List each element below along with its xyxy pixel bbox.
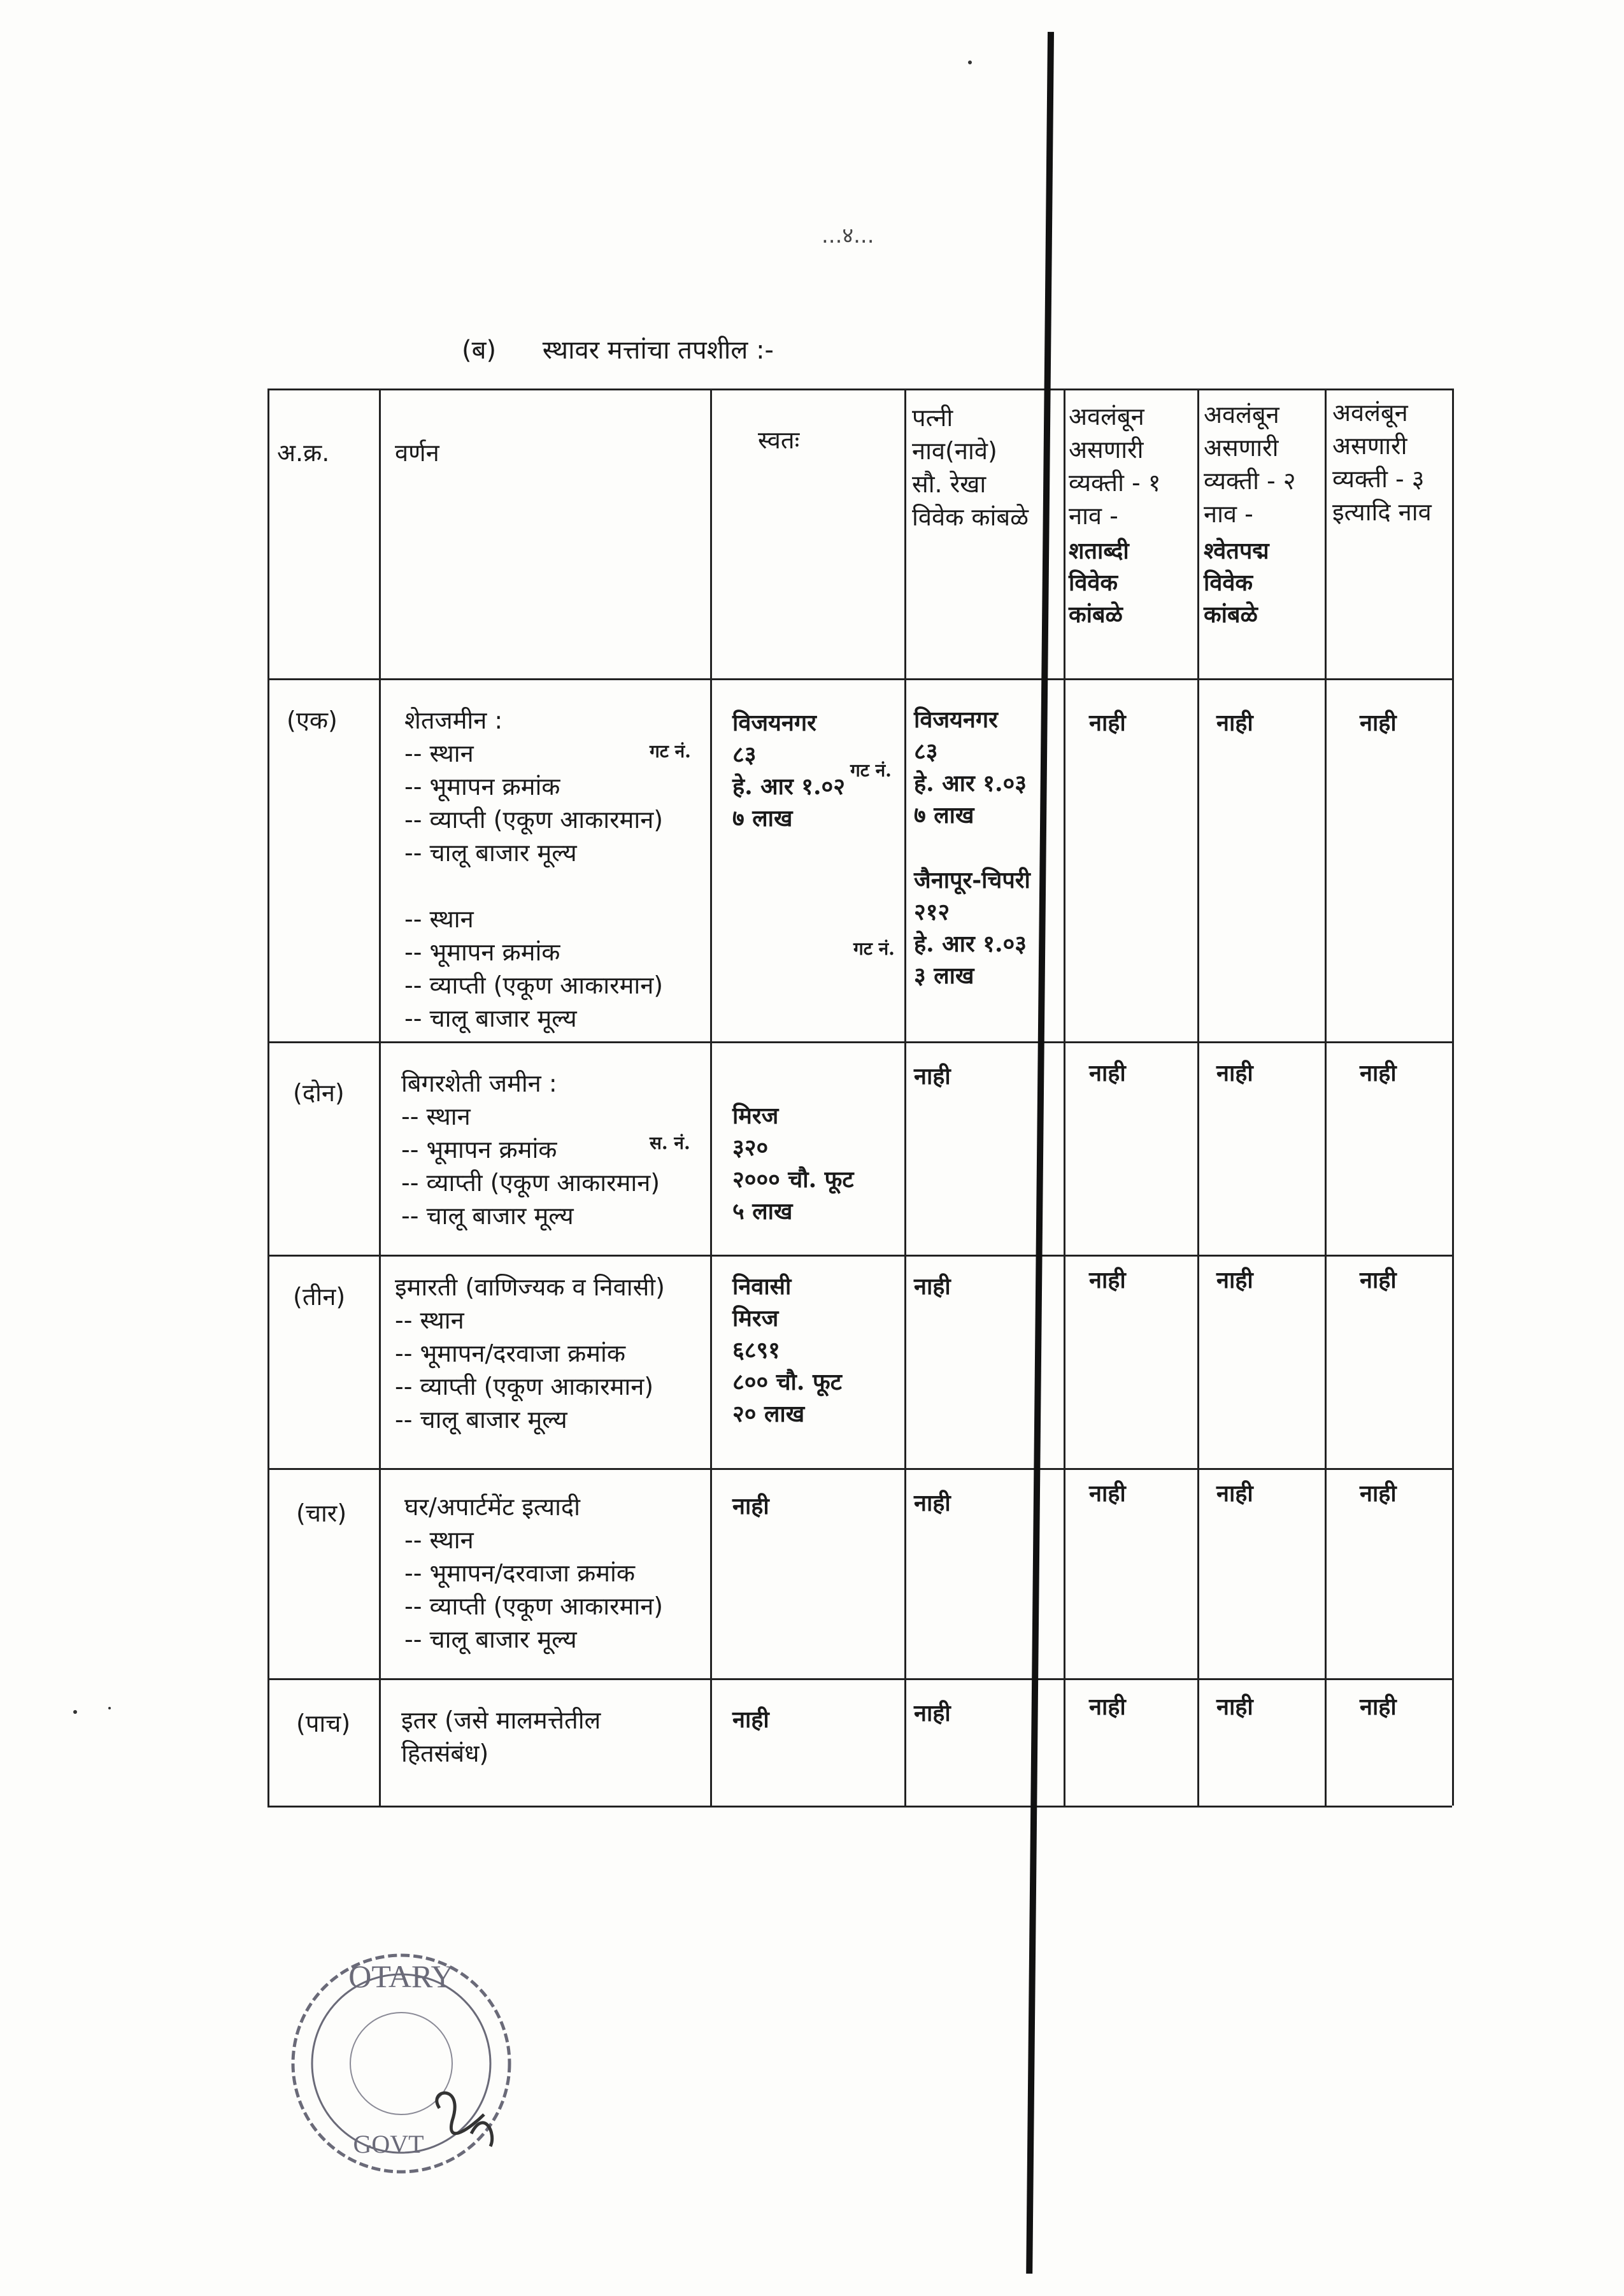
- header-dependent-1-line: व्यक्ती - १: [1069, 469, 1161, 497]
- row-3-self-line: निवासी: [732, 1273, 792, 1300]
- row-2-description-line: -- चालू बाजार मूल्य: [401, 1202, 574, 1230]
- row-3-dependent-1: [1089, 1264, 1191, 1471]
- speck-2: [73, 1710, 77, 1714]
- header-dependent-2-name-line: कांबळे: [1204, 601, 1258, 628]
- row-3-description-line: -- स्थान: [395, 1306, 464, 1334]
- row-2-description-line: -- स्थान: [401, 1102, 471, 1130]
- row-2-description-line: -- व्याप्ती (एकूण आकारमान): [401, 1169, 660, 1197]
- row-3-self: [732, 1271, 904, 1478]
- annotation-gat-no-3: गट नं.: [853, 938, 895, 959]
- row-1-spouse-line: हे. आर १.०३: [914, 931, 1027, 957]
- header-dependent-2-name-line: विवेक: [1204, 569, 1253, 596]
- row-5-self-line: नाही: [732, 1706, 769, 1733]
- row-1-spouse-line: २१२: [914, 899, 950, 925]
- row-3-self-line: ६८९१: [732, 1337, 780, 1364]
- header-dependent-1-name-line: कांबळे: [1069, 601, 1123, 628]
- row-1-description-line: -- भूमापन क्रमांक: [404, 938, 560, 966]
- row-2-dependent-1: [1089, 1057, 1191, 1264]
- row-1-description-line: [404, 869, 723, 902]
- row-3-self-line: २० लाख: [732, 1401, 805, 1427]
- row-2-self-line: [732, 1067, 904, 1100]
- header-description: वर्णन: [395, 439, 439, 467]
- row-3-spouse-line: नाही: [914, 1273, 951, 1300]
- row-1-spouse-line: जैनापूर-चिपरी: [914, 867, 1030, 894]
- annotation-gat-no-2: गट नं.: [850, 760, 892, 781]
- page-number: ...४...: [822, 223, 874, 248]
- row-1-description-line: -- व्याप्ती (एकूण आकारमान): [404, 806, 664, 834]
- row-1-description-line: -- भूमापन क्रमांक: [404, 773, 560, 801]
- row-2-description: [401, 1067, 720, 1274]
- header-dependent-3-line: असणारी: [1332, 432, 1407, 460]
- row-4-spouse: [914, 1487, 1067, 1691]
- row-3-description-line: इमारती (वाणिज्यक व निवासी): [395, 1273, 665, 1301]
- row-1-spouse-line: ७ लाख: [914, 802, 974, 829]
- row-1-description-line: -- स्थान: [404, 905, 474, 933]
- annotation-gat-no-1: गट नं.: [650, 741, 691, 762]
- table-column-rule: [267, 389, 269, 1806]
- row-5-spouse-line: नाही: [914, 1700, 951, 1727]
- row-5-description-line: इतर (जसे मालमत्तेतील: [401, 1706, 601, 1734]
- annotation-sr-no: स. नं.: [650, 1132, 690, 1153]
- row-3-description-line: -- चालू बाजार मूल्य: [395, 1406, 567, 1434]
- stamp-text-bottom: GOVT: [353, 2130, 424, 2158]
- row-2-dependent-2: [1216, 1057, 1318, 1264]
- row-1-spouse-line: विजयनगर: [914, 706, 998, 733]
- header-dependent-2-line: अवलंबून: [1204, 401, 1279, 429]
- row-2-dependent-3: [1360, 1057, 1449, 1264]
- table-column-rule: [379, 389, 381, 1806]
- row-3-dependent-2: [1216, 1264, 1318, 1471]
- table-column-rule: [1197, 389, 1199, 1806]
- row-4-description-line: -- चालू बाजार मूल्य: [404, 1625, 577, 1653]
- row-2-self-line: ३२०: [732, 1134, 769, 1161]
- row-4-self: [732, 1490, 904, 1694]
- assets-table: [267, 389, 1452, 1806]
- notary-stamp: [280, 1943, 522, 2185]
- row-1-self-line: ८३: [732, 741, 757, 768]
- row-2-dependent-1-line: नाही: [1089, 1060, 1126, 1087]
- header-spouse: [912, 401, 1058, 669]
- row-1-serial: (एक): [287, 706, 338, 734]
- row-1-spouse-line: ८३: [914, 738, 938, 765]
- row-1-spouse-line: हे. आर १.०३: [914, 770, 1027, 797]
- row-3-self-line: ८०० चौ. फूट: [732, 1369, 842, 1395]
- row-1-self-line: हे. आर १.०२: [732, 773, 845, 800]
- header-dependent-1-line: अवलंबून: [1069, 403, 1144, 431]
- row-3-dependent-3-line: नाही: [1360, 1267, 1397, 1294]
- header-sr: अ.क्र.: [277, 439, 330, 467]
- row-1-dependent-2: [1216, 707, 1318, 1064]
- header-spouse-line: सौ. रेखा: [912, 470, 987, 498]
- header-dependent-3-line: व्यक्ती - ३: [1332, 465, 1425, 493]
- table-row-rule: [267, 678, 1452, 680]
- table-column-rule: [904, 389, 906, 1806]
- row-2-description-line: -- भूमापन क्रमांक: [401, 1136, 557, 1164]
- header-spouse-line: पत्नी: [912, 404, 953, 432]
- row-4-dependent-1: [1089, 1478, 1191, 1681]
- header-dependent-2-line: नाव -: [1204, 500, 1253, 528]
- row-2-self-line: २००० चौ. फूट: [732, 1166, 854, 1193]
- header-dependent-2-name-line: श्वेतपद्म: [1204, 538, 1269, 564]
- header-dependent-2-name: [1204, 535, 1325, 662]
- row-3-dependent-1-line: नाही: [1089, 1267, 1126, 1294]
- header-dependent-3-line: अवलंबून: [1332, 399, 1408, 427]
- row-2-serial: (दोन): [293, 1079, 345, 1107]
- row-4-spouse-line: नाही: [914, 1490, 951, 1516]
- row-3-self-line: मिरज: [732, 1305, 779, 1332]
- header-self: स्वतः: [758, 426, 800, 454]
- speck-3: [108, 1707, 111, 1709]
- row-2-self-line: मिरज: [732, 1102, 779, 1129]
- header-dependent-1-name: [1069, 535, 1196, 662]
- row-5-dependent-2-line: नाही: [1216, 1693, 1253, 1720]
- row-5-dependent-1-line: नाही: [1089, 1693, 1126, 1720]
- row-1-self-line: विजयनगर: [732, 709, 816, 736]
- header-dependent-2: [1204, 398, 1325, 532]
- row-1-description-line: -- चालू बाजार मूल्य: [404, 839, 577, 867]
- header-dependent-1: [1069, 400, 1196, 534]
- row-1-description-line: -- व्याप्ती (एकूण आकारमान): [404, 971, 664, 999]
- row-1-description-line: -- स्थान: [404, 739, 474, 767]
- row-4-description-line: -- भूमापन/दरवाजा क्रमांक: [404, 1559, 636, 1587]
- row-2-dependent-2-line: नाही: [1216, 1060, 1253, 1087]
- section-marker: (ब): [462, 336, 497, 365]
- row-3-spouse: [914, 1271, 1067, 1478]
- row-4-dependent-2-line: नाही: [1216, 1480, 1253, 1507]
- row-5-dependent-1: [1089, 1691, 1191, 1812]
- row-1-self-line: ७ लाख: [732, 805, 793, 832]
- row-4-dependent-2: [1216, 1478, 1318, 1681]
- row-4-description: [404, 1490, 723, 1694]
- table-column-rule: [1452, 389, 1454, 1806]
- header-dependent-1-name-line: विवेक: [1069, 569, 1118, 596]
- header-spouse-line: नाव(नावे): [912, 437, 997, 465]
- row-3-description-line: -- व्याप्ती (एकूण आकारमान): [395, 1373, 654, 1401]
- header-dependent-3-line: इत्यादि नाव: [1332, 498, 1432, 526]
- row-1-description-line: -- चालू बाजार मूल्य: [404, 1004, 577, 1032]
- table-column-rule: [1325, 389, 1327, 1806]
- row-4-dependent-3: [1360, 1478, 1449, 1681]
- row-4-serial: (चार): [296, 1499, 347, 1527]
- row-2-self: [732, 1067, 904, 1274]
- header-dependent-1-line: नाव -: [1069, 502, 1118, 530]
- row-3-description-line: -- भूमापन/दरवाजा क्रमांक: [395, 1339, 626, 1367]
- header-spouse-line: विवेक कांबळे: [912, 503, 1029, 531]
- stamp-text-top: OTARY: [348, 1958, 454, 1994]
- row-5-spouse: [914, 1697, 1067, 1818]
- header-dependent-3: [1332, 396, 1450, 530]
- table-row-rule: [267, 389, 1452, 390]
- row-4-description-line: घर/अपार्टमेंट इत्यादी: [404, 1493, 580, 1521]
- row-3-dependent-2-line: नाही: [1216, 1267, 1253, 1294]
- row-4-dependent-1-line: नाही: [1089, 1480, 1126, 1507]
- speck-1: [968, 61, 972, 64]
- row-5-description-line: हितसंबंध): [401, 1739, 489, 1767]
- row-3-dependent-3: [1360, 1264, 1449, 1471]
- row-1-dependent-2-line: नाही: [1216, 709, 1253, 736]
- row-2-dependent-3-line: नाही: [1360, 1060, 1397, 1087]
- row-1-dependent-1-line: नाही: [1089, 709, 1126, 736]
- row-1-dependent-1: [1089, 707, 1191, 1064]
- row-4-description-line: -- स्थान: [404, 1526, 474, 1554]
- row-4-dependent-3-line: नाही: [1360, 1480, 1397, 1507]
- row-2-self-line: ५ लाख: [732, 1198, 793, 1225]
- header-dependent-1-name-line: शताब्दी: [1069, 538, 1129, 564]
- row-2-description-line: बिगरशेती जमीन :: [401, 1069, 557, 1097]
- row-1-description-line: शेतजमीन :: [404, 706, 503, 734]
- section-title: स्थावर मत्तांचा तपशील :-: [542, 336, 774, 365]
- row-5-serial: (पाच): [296, 1709, 351, 1737]
- row-3-description: [395, 1271, 713, 1478]
- row-5-dependent-3: [1360, 1691, 1449, 1812]
- row-3-serial: (तीन): [293, 1283, 346, 1311]
- header-dependent-2-line: असणारी: [1204, 434, 1279, 462]
- section-heading: [462, 331, 774, 366]
- row-1-dependent-3: [1360, 707, 1449, 1064]
- header-dependent-2-line: व्यक्ती - २: [1204, 467, 1296, 495]
- row-4-description-line: -- व्याप्ती (एकूण आकारमान): [404, 1592, 664, 1620]
- row-4-self-line: नाही: [732, 1493, 769, 1520]
- row-5-description: [401, 1704, 720, 1825]
- row-5-dependent-2: [1216, 1691, 1318, 1812]
- row-5-dependent-3-line: नाही: [1360, 1693, 1397, 1720]
- row-1-spouse-line: ३ लाख: [914, 962, 974, 989]
- row-5-self: [732, 1704, 904, 1825]
- row-1-dependent-3-line: नाही: [1360, 709, 1397, 736]
- row-2-spouse-line: नाही: [914, 1063, 951, 1090]
- header-dependent-1-line: असणारी: [1069, 436, 1144, 464]
